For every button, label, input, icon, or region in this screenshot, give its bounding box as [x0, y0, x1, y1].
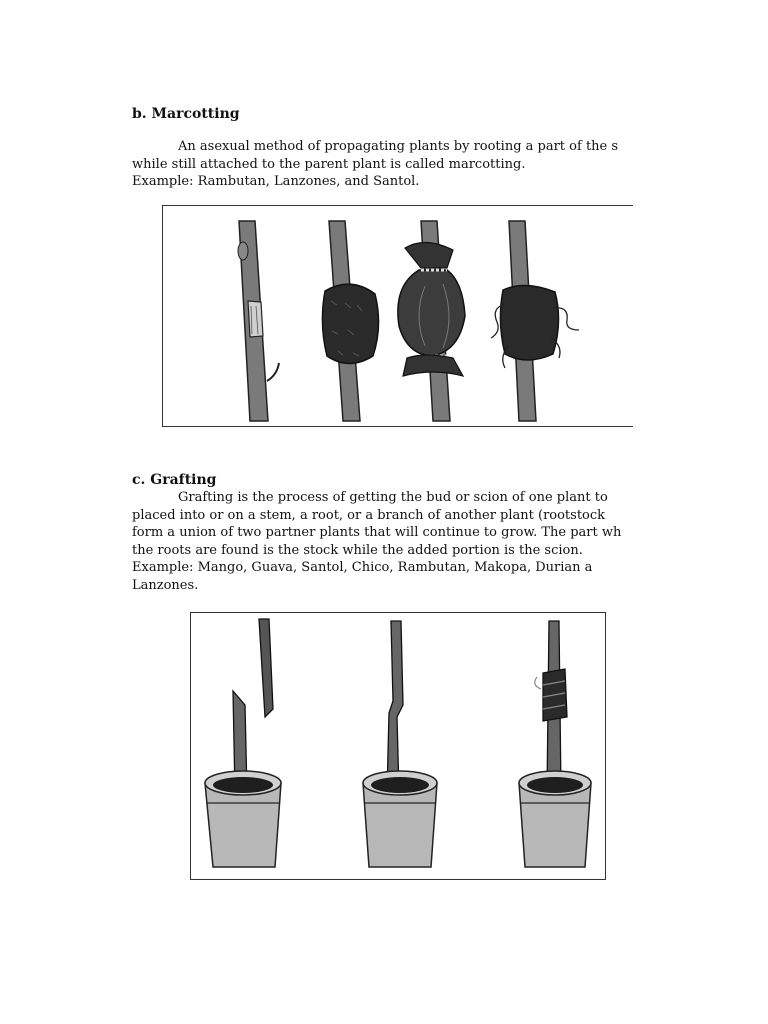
marcot-stem-moss [322, 221, 378, 421]
grafting-line-4: the roots are found is the stock while the added portion is the scion. [132, 542, 583, 558]
marcot-stem-wrapped [398, 221, 465, 421]
marcotting-line-2: while still attached to the parent plant is called marcotting. [132, 156, 526, 172]
graft-pot-tied [519, 621, 591, 867]
marcotting-line-3: Example: Rambutan, Lanzones, and Santol. [132, 174, 420, 189]
marcotting-illustration [162, 205, 633, 427]
grafting-illustration [190, 612, 606, 880]
grafting-heading: c. Grafting [132, 472, 217, 488]
grafting-line-2: placed into or on a stem, a root, or a branch of another plant (rootstock [132, 507, 606, 523]
grafting-line-1: Grafting is the process of getting the bud or scion of one plant to [178, 490, 608, 505]
marcotting-heading: b. Marcotting [132, 106, 240, 122]
grafting-line-3: form a union of two partner plants that will continue to grow. The part wh [132, 525, 622, 540]
graft-pot-stock-and-scion [205, 619, 281, 867]
grafting-line-5: Example: Mango, Guava, Santol, Chico, Rambutan, Makopa, Durian a [132, 560, 593, 575]
marcotting-line-1: An asexual method of propagating plants by rooting a part of the s [178, 139, 619, 154]
graft-pot-joined [363, 621, 437, 867]
marcot-stem-girdled [238, 221, 279, 421]
marcotting-paragraph [132, 138, 630, 191]
grafting-paragraph [132, 489, 630, 594]
marcot-stem-rooted [491, 221, 579, 421]
grafting-line-6: Lanzones. [132, 577, 199, 593]
